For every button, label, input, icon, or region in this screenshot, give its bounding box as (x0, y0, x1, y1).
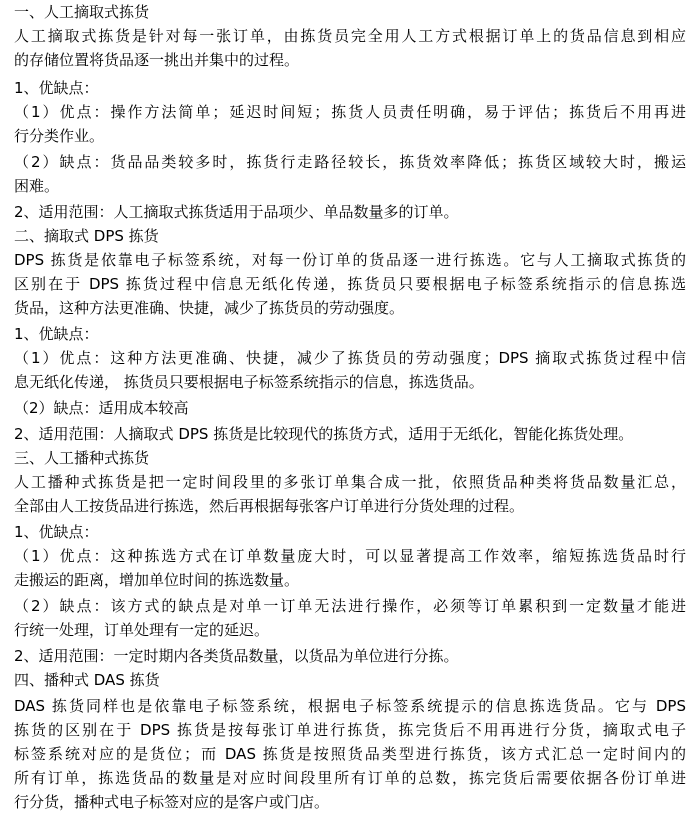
section-4-intro-line-3: 标签系统对应的是货位；而 DAS 拣货是按照货品类型进行拣货，该方式汇总一定时间内的 (14, 745, 686, 763)
section-4-intro-line-5: 行分货，播种式电子标签对应的是客户或门店。 (14, 793, 330, 811)
section-1-heading: 一、人工摘取式拣货 (14, 3, 150, 21)
section-1-intro-line-1: 人工摘取式拣货是针对每一张订单，由拣货员完全用人工方式根据订单上的货品信息到相应 (14, 27, 686, 45)
section-3-intro-line-1: 人工播种式拣货是把一定时间段里的多张订单集合成一批，依照货品种类将货品数量汇总， (14, 473, 686, 491)
section-2-scope: 2、适用范围：人摘取式 DPS 拣货是比较现代的拣货方式，适用于无纸化，智能化拣货处理。 (14, 425, 634, 443)
section-1-intro-line-2: 的存储位置将货品逐一挑出并集中的过程。 (14, 51, 300, 69)
section-3-heading: 三、人工播种式拣货 (14, 449, 150, 467)
section-2-intro-line-3: 货品，这种方法更准确、快捷，减少了拣货员的劳动强度。 (14, 299, 405, 317)
section-4-intro-line-2: 拣货的区别在于 DPS 拣货是按每张订单进行拣货，拣完货后不用再进行分货，摘取式电子 (14, 721, 686, 739)
section-2-pros-cons-heading: 1、优缺点： (14, 325, 99, 343)
section-2-heading: 二、摘取式 DPS 拣货 (14, 227, 159, 245)
section-4-heading: 四、播种式 DAS 拣货 (14, 671, 160, 689)
section-2-pros-line-2: 息无纸化传递， 拣货员只要根据电子标签系统指示的信息，拣选货品。 (14, 373, 484, 391)
section-1-pros-line-1: （1）优点：操作方法简单；延迟时间短；拣货人员责任明确，易于评估；拣货后不用再进 (14, 103, 686, 121)
section-1-pros-line-2: 行分类作业。 (14, 127, 105, 145)
section-2-pros-line-1: （1）优点：这种方法更准确、快捷，减少了拣货员的劳动强度；DPS 摘取式拣货过程中信 (14, 349, 686, 367)
section-3-pros-line-1: （1）优点：这种拣选方式在订单数量庞大时，可以显著提高工作效率，缩短拣选货品时行 (14, 547, 686, 565)
section-3-pros-line-2: 走搬运的距离，增加单位时间的拣选数量。 (14, 571, 300, 589)
section-3-cons-line-1: （2）缺点：该方式的缺点是对单一订单无法进行操作，必须等订单累积到一定数量才能进 (14, 597, 686, 615)
section-3-scope: 2、适用范围：一定时期内各类货品数量，以货品为单位进行分拣。 (14, 647, 459, 665)
section-2-cons-line-1: （2）缺点：适用成本较高 (14, 399, 189, 417)
section-3-cons-line-2: 行统一处理，订单处理有一定的延迟。 (14, 621, 270, 639)
section-2-intro-line-2: 区别在于 DPS 拣货过程中信息无纸化传递，拣货员只要根据电子标签系统指示的信息拣选 (14, 275, 686, 293)
section-1-cons-line-2: 困难。 (14, 177, 60, 195)
section-4-intro-line-1: DAS 拣货同样也是依靠电子标签系统，根据电子标签系统提示的信息拣选货品。它与 DPS (14, 697, 686, 715)
section-1-pros-cons-heading: 1、优缺点： (14, 79, 99, 97)
section-1-cons-line-1: （2）缺点：货品品类较多时，拣货行走路径较长，拣货效率降低；拣货区域较大时，搬运 (14, 153, 686, 171)
section-4-intro-line-4: 所有订单，拣选货品的数量是对应时间段里所有订单的总数，拣完货后需要依据各份订单进 (14, 769, 686, 787)
section-3-pros-cons-heading: 1、优缺点： (14, 523, 99, 541)
section-1-scope: 2、适用范围：人工摘取式拣货适用于品项少、单品数量多的订单。 (14, 203, 459, 221)
section-3-intro-line-2: 全部由人工按货品进行拣选，然后再根据每张客户订单进行分货处理的过程。 (14, 497, 525, 515)
section-2-intro-line-1: DPS 拣货是依靠电子标签系统，对每一份订单的货品逐一进行拣选。它与人工摘取式拣货的 (14, 251, 686, 269)
